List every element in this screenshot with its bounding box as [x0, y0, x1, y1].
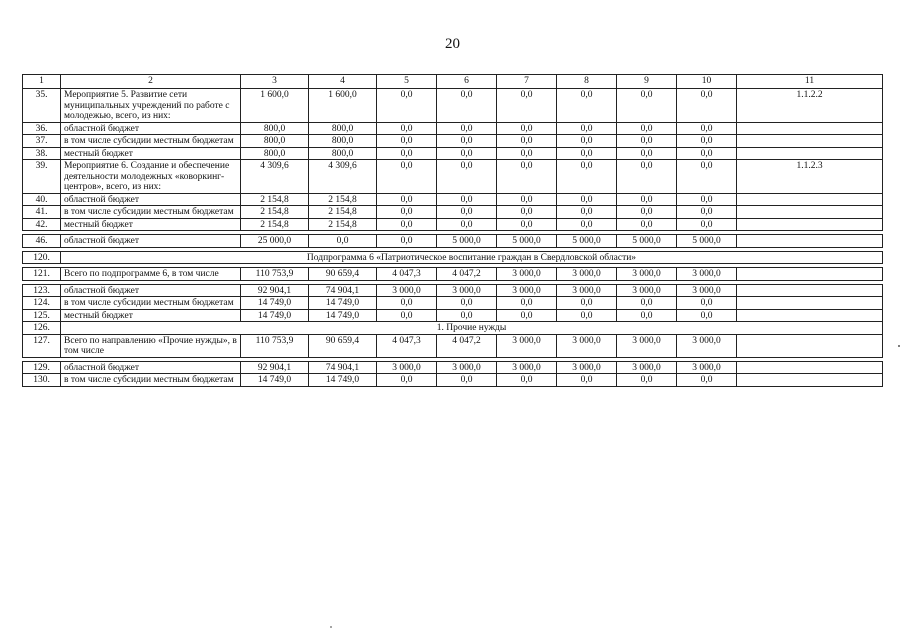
header-cell: 1	[23, 75, 61, 89]
amount-cell-c4: 800,0	[309, 147, 377, 160]
target-code-cell	[737, 147, 883, 160]
amount-cell-c8: 3 000,0	[557, 334, 617, 357]
row-label: областной бюджет	[61, 235, 241, 248]
row-number: 121.	[23, 268, 61, 281]
target-code-cell	[737, 309, 883, 322]
amount-cell-c3: 14 749,0	[241, 309, 309, 322]
amount-cell-c5: 0,0	[377, 297, 437, 310]
amount-cell-c10: 0,0	[677, 147, 737, 160]
amount-cell-c4: 14 749,0	[309, 297, 377, 310]
amount-cell-c9: 5 000,0	[617, 235, 677, 248]
row-label: Всего по направлению «Прочие нужды», в том числе	[61, 334, 241, 357]
row-label: местный бюджет	[61, 147, 241, 160]
amount-cell-c7: 0,0	[497, 309, 557, 322]
amount-cell-c6: 0,0	[437, 206, 497, 219]
amount-cell-c4: 90 659,4	[309, 268, 377, 281]
row-label: в том числе субсидии местным бюджетам	[61, 206, 241, 219]
amount-cell-c9: 0,0	[617, 206, 677, 219]
amount-cell-c3: 110 753,9	[241, 334, 309, 357]
amount-cell-c8: 0,0	[557, 122, 617, 135]
amount-cell-c9: 0,0	[617, 193, 677, 206]
section-title: 1. Прочие нужды	[61, 322, 883, 335]
amount-cell-c6: 0,0	[437, 297, 497, 310]
amount-cell-c6: 0,0	[437, 160, 497, 194]
amount-cell-c6: 0,0	[437, 309, 497, 322]
amount-cell-c7: 0,0	[497, 193, 557, 206]
amount-cell-c3: 14 749,0	[241, 297, 309, 310]
table-row	[23, 309, 883, 322]
row-number: 126.	[23, 322, 61, 335]
amount-cell-c6: 0,0	[437, 135, 497, 148]
target-code-cell	[737, 268, 883, 281]
amount-cell-c6: 3 000,0	[437, 284, 497, 297]
amount-cell-c7: 3 000,0	[497, 361, 557, 374]
amount-cell-c6: 4 047,2	[437, 268, 497, 281]
amount-cell-c3: 92 904,1	[241, 284, 309, 297]
amount-cell-c9: 0,0	[617, 297, 677, 310]
amount-cell-c7: 0,0	[497, 160, 557, 194]
amount-cell-c3: 800,0	[241, 147, 309, 160]
row-label: областной бюджет	[61, 361, 241, 374]
amount-cell-c8: 0,0	[557, 135, 617, 148]
table-row	[23, 135, 883, 148]
amount-cell-c7: 0,0	[497, 122, 557, 135]
amount-cell-c3: 110 753,9	[241, 268, 309, 281]
target-code-cell	[737, 218, 883, 231]
amount-cell-c10: 0,0	[677, 89, 737, 123]
section-row	[23, 251, 883, 264]
row-number: 35.	[23, 89, 61, 123]
amount-cell-c5: 3 000,0	[377, 284, 437, 297]
amount-cell-c9: 3 000,0	[617, 268, 677, 281]
table-row	[23, 235, 883, 248]
section-title: Подпрограмма 6 «Патриотическое воспитание граждан в Свердловской области»	[61, 251, 883, 264]
row-number: 40.	[23, 193, 61, 206]
amount-cell-c4: 2 154,8	[309, 206, 377, 219]
amount-cell-c9: 0,0	[617, 374, 677, 387]
row-number: 120.	[23, 251, 61, 264]
row-label: областной бюджет	[61, 193, 241, 206]
amount-cell-c3: 1 600,0	[241, 89, 309, 123]
amount-cell-c4: 0,0	[309, 235, 377, 248]
amount-cell-c9: 0,0	[617, 147, 677, 160]
amount-cell-c7: 3 000,0	[497, 284, 557, 297]
amount-cell-c10: 3 000,0	[677, 334, 737, 357]
amount-cell-c4: 74 904,1	[309, 284, 377, 297]
target-code-cell: 1.1.2.3	[737, 160, 883, 194]
row-number: 37.	[23, 135, 61, 148]
row-label: местный бюджет	[61, 309, 241, 322]
amount-cell-c6: 4 047,2	[437, 334, 497, 357]
table-row	[23, 89, 883, 123]
amount-cell-c5: 0,0	[377, 206, 437, 219]
amount-cell-c4: 74 904,1	[309, 361, 377, 374]
table-body	[23, 75, 883, 387]
amount-cell-c7: 0,0	[497, 374, 557, 387]
amount-cell-c4: 800,0	[309, 135, 377, 148]
amount-cell-c8: 0,0	[557, 297, 617, 310]
amount-cell-c10: 3 000,0	[677, 361, 737, 374]
amount-cell-c7: 0,0	[497, 206, 557, 219]
amount-cell-c6: 0,0	[437, 147, 497, 160]
amount-cell-c5: 4 047,3	[377, 334, 437, 357]
header-cell: 2	[61, 75, 241, 89]
amount-cell-c4: 90 659,4	[309, 334, 377, 357]
amount-cell-c10: 0,0	[677, 374, 737, 387]
table-row	[23, 268, 883, 281]
amount-cell-c8: 0,0	[557, 218, 617, 231]
amount-cell-c6: 0,0	[437, 193, 497, 206]
amount-cell-c5: 0,0	[377, 160, 437, 194]
amount-cell-c5: 0,0	[377, 374, 437, 387]
amount-cell-c8: 0,0	[557, 147, 617, 160]
amount-cell-c8: 0,0	[557, 374, 617, 387]
amount-cell-c4: 800,0	[309, 122, 377, 135]
row-label: местный бюджет	[61, 218, 241, 231]
row-label: в том числе субсидии местным бюджетам	[61, 297, 241, 310]
amount-cell-c7: 0,0	[497, 218, 557, 231]
amount-cell-c10: 3 000,0	[677, 284, 737, 297]
amount-cell-c3: 4 309,6	[241, 160, 309, 194]
amount-cell-c9: 0,0	[617, 160, 677, 194]
section-row	[23, 322, 883, 335]
amount-cell-c8: 3 000,0	[557, 361, 617, 374]
amount-cell-c10: 0,0	[677, 309, 737, 322]
target-code-cell	[737, 206, 883, 219]
amount-cell-c6: 0,0	[437, 122, 497, 135]
amount-cell-c9: 3 000,0	[617, 334, 677, 357]
header-cell: 5	[377, 75, 437, 89]
amount-cell-c3: 14 749,0	[241, 374, 309, 387]
amount-cell-c10: 0,0	[677, 206, 737, 219]
header-cell: 9	[617, 75, 677, 89]
row-label: областной бюджет	[61, 122, 241, 135]
target-code-cell	[737, 334, 883, 357]
target-code-cell	[737, 122, 883, 135]
table-row	[23, 284, 883, 297]
amount-cell-c4: 2 154,8	[309, 193, 377, 206]
table-header-row	[23, 75, 883, 89]
row-number: 123.	[23, 284, 61, 297]
target-code-cell	[737, 193, 883, 206]
target-code-cell	[737, 135, 883, 148]
amount-cell-c10: 0,0	[677, 122, 737, 135]
amount-cell-c10: 0,0	[677, 160, 737, 194]
row-number: 130.	[23, 374, 61, 387]
amount-cell-c3: 25 000,0	[241, 235, 309, 248]
amount-cell-c3: 2 154,8	[241, 193, 309, 206]
amount-cell-c3: 2 154,8	[241, 206, 309, 219]
amount-cell-c5: 0,0	[377, 193, 437, 206]
scan-speck	[330, 626, 332, 628]
header-cell: 6	[437, 75, 497, 89]
row-number: 38.	[23, 147, 61, 160]
amount-cell-c9: 0,0	[617, 309, 677, 322]
row-label: Всего по подпрограмме 6, в том числе	[61, 268, 241, 281]
amount-cell-c5: 0,0	[377, 89, 437, 123]
amount-cell-c9: 0,0	[617, 122, 677, 135]
amount-cell-c5: 0,0	[377, 147, 437, 160]
amount-cell-c8: 0,0	[557, 206, 617, 219]
amount-cell-c5: 3 000,0	[377, 361, 437, 374]
row-number: 46.	[23, 235, 61, 248]
amount-cell-c5: 0,0	[377, 218, 437, 231]
amount-cell-c7: 5 000,0	[497, 235, 557, 248]
row-label: Мероприятие 5. Развитие сети муниципальных учреждений по работе с молодежью, всего, из них:	[61, 89, 241, 123]
row-number: 41.	[23, 206, 61, 219]
amount-cell-c3: 2 154,8	[241, 218, 309, 231]
amount-cell-c10: 0,0	[677, 218, 737, 231]
amount-cell-c7: 3 000,0	[497, 268, 557, 281]
amount-cell-c8: 0,0	[557, 160, 617, 194]
row-number: 127.	[23, 334, 61, 357]
amount-cell-c6: 0,0	[437, 218, 497, 231]
amount-cell-c10: 5 000,0	[677, 235, 737, 248]
header-cell: 8	[557, 75, 617, 89]
amount-cell-c7: 0,0	[497, 297, 557, 310]
amount-cell-c8: 3 000,0	[557, 268, 617, 281]
table-row	[23, 297, 883, 310]
row-number: 39.	[23, 160, 61, 194]
table-row	[23, 122, 883, 135]
table-row	[23, 334, 883, 357]
amount-cell-c4: 4 309,6	[309, 160, 377, 194]
header-cell: 7	[497, 75, 557, 89]
amount-cell-c6: 0,0	[437, 89, 497, 123]
budget-table	[22, 74, 883, 387]
row-label: областной бюджет	[61, 284, 241, 297]
table-row	[23, 193, 883, 206]
amount-cell-c10: 0,0	[677, 193, 737, 206]
header-cell: 4	[309, 75, 377, 89]
row-number: 36.	[23, 122, 61, 135]
row-number: 125.	[23, 309, 61, 322]
target-code-cell: 1.1.2.2	[737, 89, 883, 123]
amount-cell-c7: 0,0	[497, 89, 557, 123]
amount-cell-c5: 0,0	[377, 309, 437, 322]
table-row	[23, 374, 883, 387]
page-number: 20	[445, 36, 460, 52]
header-cell: 3	[241, 75, 309, 89]
table-row	[23, 206, 883, 219]
amount-cell-c4: 14 749,0	[309, 374, 377, 387]
amount-cell-c8: 0,0	[557, 309, 617, 322]
amount-cell-c10: 0,0	[677, 135, 737, 148]
amount-cell-c8: 3 000,0	[557, 284, 617, 297]
amount-cell-c9: 0,0	[617, 89, 677, 123]
amount-cell-c5: 0,0	[377, 135, 437, 148]
target-code-cell	[737, 297, 883, 310]
amount-cell-c9: 0,0	[617, 218, 677, 231]
amount-cell-c4: 1 600,0	[309, 89, 377, 123]
amount-cell-c7: 3 000,0	[497, 334, 557, 357]
scan-speck	[898, 345, 900, 347]
row-number: 129.	[23, 361, 61, 374]
amount-cell-c8: 5 000,0	[557, 235, 617, 248]
amount-cell-c6: 5 000,0	[437, 235, 497, 248]
amount-cell-c8: 0,0	[557, 193, 617, 206]
amount-cell-c6: 0,0	[437, 374, 497, 387]
table-row	[23, 160, 883, 194]
amount-cell-c9: 0,0	[617, 135, 677, 148]
row-number: 124.	[23, 297, 61, 310]
amount-cell-c7: 0,0	[497, 135, 557, 148]
amount-cell-c3: 800,0	[241, 135, 309, 148]
row-label: в том числе субсидии местным бюджетам	[61, 135, 241, 148]
target-code-cell	[737, 235, 883, 248]
header-cell: 10	[677, 75, 737, 89]
table-row	[23, 218, 883, 231]
amount-cell-c9: 3 000,0	[617, 361, 677, 374]
target-code-cell	[737, 284, 883, 297]
amount-cell-c3: 800,0	[241, 122, 309, 135]
table-row	[23, 147, 883, 160]
amount-cell-c9: 3 000,0	[617, 284, 677, 297]
table-row	[23, 361, 883, 374]
amount-cell-c4: 2 154,8	[309, 218, 377, 231]
amount-cell-c5: 4 047,3	[377, 268, 437, 281]
amount-cell-c10: 0,0	[677, 297, 737, 310]
amount-cell-c5: 0,0	[377, 235, 437, 248]
amount-cell-c6: 3 000,0	[437, 361, 497, 374]
row-label: в том числе субсидии местным бюджетам	[61, 374, 241, 387]
amount-cell-c4: 14 749,0	[309, 309, 377, 322]
target-code-cell	[737, 374, 883, 387]
target-code-cell	[737, 361, 883, 374]
header-cell: 11	[737, 75, 883, 89]
row-number: 42.	[23, 218, 61, 231]
amount-cell-c5: 0,0	[377, 122, 437, 135]
amount-cell-c7: 0,0	[497, 147, 557, 160]
row-label: Мероприятие 6. Создание и обеспечение деятельности молодежных «коворкинг-центров», всего, из них:	[61, 160, 241, 194]
amount-cell-c3: 92 904,1	[241, 361, 309, 374]
amount-cell-c10: 3 000,0	[677, 268, 737, 281]
amount-cell-c8: 0,0	[557, 89, 617, 123]
